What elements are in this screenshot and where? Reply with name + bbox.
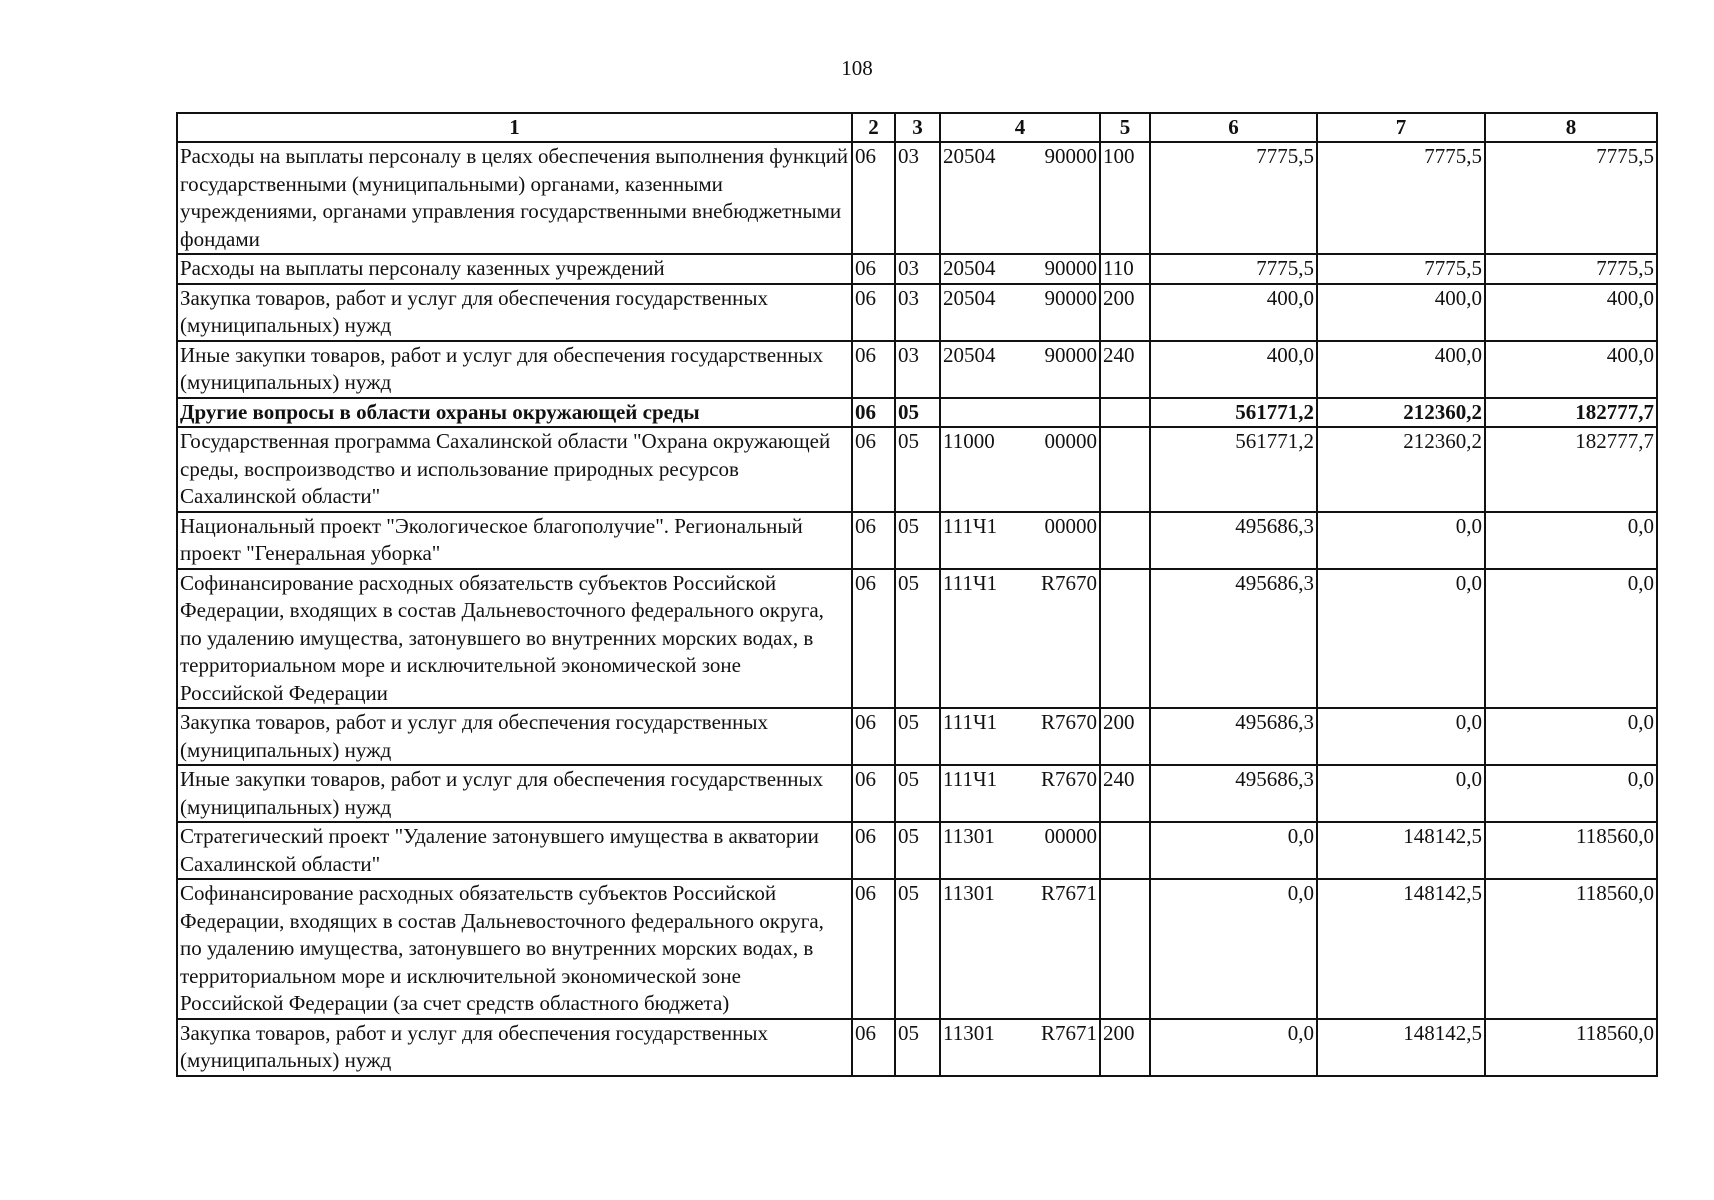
amount-col6: 400,0 — [1150, 341, 1317, 398]
amount-col6: 0,0 — [1150, 879, 1317, 1019]
amount-col7: 0,0 — [1317, 708, 1485, 765]
section-code: 06 — [852, 765, 895, 822]
section-code: 06 — [852, 708, 895, 765]
subsection-code: 05 — [895, 879, 940, 1019]
amount-col6: 561771,2 — [1150, 398, 1317, 428]
table-row — [177, 879, 1657, 1019]
program-code: 20504 — [943, 342, 996, 367]
amount-col7: 400,0 — [1317, 284, 1485, 341]
table-row — [177, 569, 1657, 709]
table-row — [177, 765, 1657, 822]
column-header: 1 — [177, 113, 852, 142]
target-article-cell — [940, 142, 1100, 254]
target-article-cell — [940, 1019, 1100, 1076]
target-article-cell — [940, 398, 1100, 428]
direction-code: 00000 — [1044, 513, 1097, 538]
column-header: 7 — [1317, 113, 1485, 142]
program-code: 11000 — [943, 429, 995, 453]
amount-col7: 7775,5 — [1317, 142, 1485, 254]
subsection-code: 03 — [895, 284, 940, 341]
program-code: 111Ч1 — [943, 767, 998, 791]
amount-col7: 148142,5 — [1317, 879, 1485, 1019]
amount-col8: 400,0 — [1485, 284, 1657, 341]
subsection-code: 05 — [895, 822, 940, 879]
row-description: Другие вопросы в области охраны окружающей среды — [177, 398, 852, 428]
row-description: Софинансирование расходных обязательств субъектов Российской Федерации, входящих в состав Дальневосточного федерального округа, по удалению имущества, затонувшего во внутренних морских водах, в территориальном море и исключительной экономической зоне Российской Федерации — [177, 569, 852, 709]
direction-code: R7670 — [1040, 570, 1097, 595]
section-code: 06 — [852, 142, 895, 254]
program-code: 11301 — [943, 881, 995, 905]
section-code: 06 — [852, 398, 895, 428]
target-article-cell — [940, 708, 1100, 765]
column-header: 2 — [852, 113, 895, 142]
expense-type-code: 240 — [1100, 765, 1150, 822]
row-description: Иные закупки товаров, работ и услуг для обеспечения государственных (муниципальных) нужд — [177, 341, 852, 398]
program-code: 111Ч1 — [943, 570, 998, 595]
amount-col6: 495686,3 — [1150, 708, 1317, 765]
row-description: Софинансирование расходных обязательств субъектов Российской Федерации, входящих в состав Дальневосточного федерального округа, по удалению имущества, затонувшего во внутренних морских водах, в территориальном море и исключительной экономической зоне Российской Федерации (за счет средств областного бюджета) — [177, 879, 852, 1019]
subsection-code: 03 — [895, 254, 940, 284]
target-article-cell — [940, 254, 1100, 284]
row-description: Иные закупки товаров, работ и услуг для обеспечения государственных (муниципальных) нужд — [177, 765, 852, 822]
direction-code: 00000 — [1044, 824, 1097, 848]
target-article-cell — [940, 569, 1100, 709]
amount-col8: 182777,7 — [1485, 427, 1657, 512]
amount-col6: 400,0 — [1150, 284, 1317, 341]
subsection-code: 05 — [895, 1019, 940, 1076]
column-header: 5 — [1100, 113, 1150, 142]
section-code: 06 — [852, 512, 895, 569]
row-description: Закупка товаров, работ и услуг для обеспечения государственных (муниципальных) нужд — [177, 284, 852, 341]
amount-col6: 7775,5 — [1150, 142, 1317, 254]
amount-col7: 7775,5 — [1317, 254, 1485, 284]
section-code: 06 — [852, 341, 895, 398]
amount-col7: 148142,5 — [1317, 822, 1485, 879]
program-code: 111Ч1 — [943, 513, 998, 538]
section-code: 06 — [852, 427, 895, 512]
expense-type-code: 100 — [1100, 142, 1150, 254]
amount-col6: 495686,3 — [1150, 765, 1317, 822]
amount-col7: 212360,2 — [1317, 427, 1485, 512]
amount-col7: 212360,2 — [1317, 398, 1485, 428]
subsection-code: 03 — [895, 142, 940, 254]
amount-col7: 400,0 — [1317, 341, 1485, 398]
table-row — [177, 512, 1657, 569]
amount-col7: 148142,5 — [1317, 1019, 1485, 1076]
direction-code: 90000 — [1044, 256, 1097, 280]
section-code: 06 — [852, 879, 895, 1019]
direction-code: 00000 — [1044, 429, 1097, 453]
amount-col8: 400,0 — [1485, 341, 1657, 398]
table-row — [177, 398, 1657, 428]
amount-col6: 561771,2 — [1150, 427, 1317, 512]
program-code: 20504 — [943, 285, 996, 310]
section-code: 06 — [852, 569, 895, 709]
table-row — [177, 822, 1657, 879]
expense-type-code: 200 — [1100, 708, 1150, 765]
program-code: 20504 — [943, 144, 996, 168]
program-code: 11301 — [943, 1020, 995, 1045]
section-code: 06 — [852, 254, 895, 284]
target-article-cell — [940, 822, 1100, 879]
table-row — [177, 1019, 1657, 1076]
target-article-cell — [940, 427, 1100, 512]
amount-col8: 0,0 — [1485, 512, 1657, 569]
subsection-code: 05 — [895, 512, 940, 569]
table-body — [177, 142, 1657, 1076]
amount-col6: 7775,5 — [1150, 254, 1317, 284]
column-header: 3 — [895, 113, 940, 142]
expense-type-code — [1100, 398, 1150, 428]
column-header: 4 — [940, 113, 1100, 142]
target-article-cell — [940, 341, 1100, 398]
expense-type-code: 200 — [1100, 284, 1150, 341]
amount-col7: 0,0 — [1317, 765, 1485, 822]
target-article-cell — [940, 879, 1100, 1019]
subsection-code: 03 — [895, 341, 940, 398]
direction-code: 90000 — [1044, 285, 1097, 310]
program-code: 20504 — [943, 256, 996, 280]
amount-col8: 118560,0 — [1485, 822, 1657, 879]
subsection-code: 05 — [895, 708, 940, 765]
table-row — [177, 284, 1657, 341]
amount-col8: 118560,0 — [1485, 879, 1657, 1019]
amount-col6: 495686,3 — [1150, 569, 1317, 709]
row-description: Стратегический проект "Удаление затонувшего имущества в акватории Сахалинской области" — [177, 822, 852, 879]
direction-code: 90000 — [1044, 144, 1097, 168]
table-row — [177, 341, 1657, 398]
direction-code: R7671 — [1040, 1020, 1097, 1045]
row-description: Закупка товаров, работ и услуг для обеспечения государственных (муниципальных) нужд — [177, 1019, 852, 1076]
row-description: Расходы на выплаты персоналу в целях обеспечения выполнения функций государственными (муниципальными) органами, казенными учреждениями, органами управления государственными внебюджетными фондами — [177, 142, 852, 254]
budget-table — [176, 112, 1658, 1077]
target-article-cell — [940, 512, 1100, 569]
expense-type-code — [1100, 569, 1150, 709]
subsection-code: 05 — [895, 427, 940, 512]
amount-col8: 182777,7 — [1485, 398, 1657, 428]
expense-type-code — [1100, 879, 1150, 1019]
amount-col6: 0,0 — [1150, 1019, 1317, 1076]
row-description: Расходы на выплаты персоналу казенных учреждений — [177, 254, 852, 284]
amount-col7: 0,0 — [1317, 569, 1485, 709]
section-code: 06 — [852, 284, 895, 341]
target-article-cell — [940, 284, 1100, 341]
amount-col8: 118560,0 — [1485, 1019, 1657, 1076]
amount-col8: 7775,5 — [1485, 254, 1657, 284]
table-row — [177, 142, 1657, 254]
subsection-code: 05 — [895, 569, 940, 709]
table-row — [177, 427, 1657, 512]
direction-code: R7671 — [1040, 881, 1097, 905]
row-description: Государственная программа Сахалинской области "Охрана окружающей среды, воспроизводство и использование природных ресурсов Сахалинской области" — [177, 427, 852, 512]
header-row — [177, 113, 1657, 142]
column-header: 8 — [1485, 113, 1657, 142]
direction-code: R7670 — [1040, 767, 1097, 791]
amount-col8: 0,0 — [1485, 765, 1657, 822]
expense-type-code — [1100, 822, 1150, 879]
expense-type-code: 240 — [1100, 341, 1150, 398]
subsection-code: 05 — [895, 765, 940, 822]
row-description: Национальный проект "Экологическое благополучие". Региональный проект "Генеральная уборка" — [177, 512, 852, 569]
direction-code: 90000 — [1044, 342, 1097, 367]
page-number: 108 — [841, 56, 873, 80]
expense-type-code: 200 — [1100, 1019, 1150, 1076]
table-row — [177, 708, 1657, 765]
subsection-code: 05 — [895, 398, 940, 428]
program-code: 11301 — [943, 824, 995, 848]
section-code: 06 — [852, 822, 895, 879]
section-code: 06 — [852, 1019, 895, 1076]
amount-col7: 0,0 — [1317, 512, 1485, 569]
row-description: Закупка товаров, работ и услуг для обеспечения государственных (муниципальных) нужд — [177, 708, 852, 765]
expense-type-code — [1100, 512, 1150, 569]
amount-col8: 0,0 — [1485, 708, 1657, 765]
target-article-cell — [940, 765, 1100, 822]
column-header: 6 — [1150, 113, 1317, 142]
table-row — [177, 254, 1657, 284]
expense-type-code — [1100, 427, 1150, 512]
amount-col6: 0,0 — [1150, 822, 1317, 879]
amount-col6: 495686,3 — [1150, 512, 1317, 569]
amount-col8: 0,0 — [1485, 569, 1657, 709]
direction-code: R7670 — [1040, 710, 1097, 734]
program-code: 111Ч1 — [943, 710, 998, 734]
amount-col8: 7775,5 — [1485, 142, 1657, 254]
expense-type-code: 110 — [1100, 254, 1150, 284]
